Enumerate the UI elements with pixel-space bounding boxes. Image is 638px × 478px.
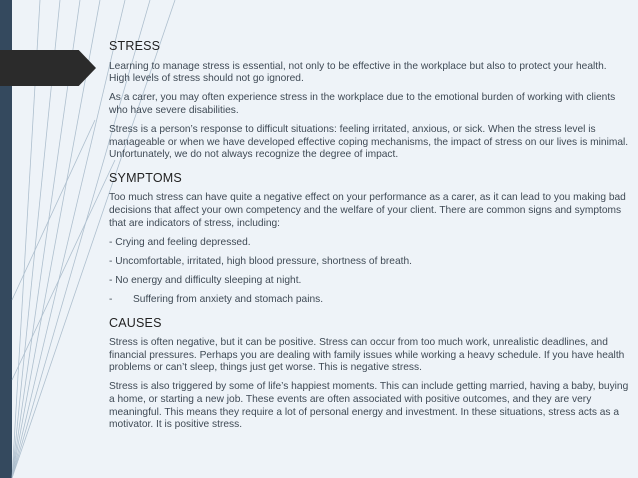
paragraph: Stress is often negative, but it can be positive. Stress can occur from too much work, unrealistic deadlines, and financial pressures. Perhaps you are dealing with family issues while working a heavy schedule. If you have health problems or can’t sleep, things just get worse. This is negative stress. (109, 337, 625, 374)
list-item: - Uncomfortable, irritated, high blood pressure, shortness of breath. (109, 255, 412, 267)
list-item: - No energy and difficulty sleeping at night. (109, 274, 302, 286)
header-arrow-shape (0, 50, 96, 86)
paragraph: Stress is also triggered by some of life’s happiest moments. This can include getting married, having a baby, buying a home, or starting a new job. These events are often associated with positive outcomes, and they are very meaningful. This means they require a lot of personal energy and investment. In these situations, stress acts as a motivator. It is positive stress. (109, 381, 629, 431)
list-item: - Crying and feeling depressed. (109, 236, 251, 248)
heading-causes: CAUSES (109, 315, 162, 330)
heading-stress: STRESS (109, 39, 161, 53)
paragraph: As a carer, you may often experience stress in the workplace due to the emotional burden of working with clients who have severe disabilities. (109, 92, 616, 116)
heading-symptoms: SYMPTOMS (109, 170, 182, 185)
list-item-text: Suffering from anxiety and stomach pains. (133, 293, 324, 305)
paragraph: Stress is a person’s response to difficult situations: feeling irritated, anxious, or sick. When the stress level is manageable or when we have developed effective coping mechanisms, the impact of stress on our lives is minimal. Unfortunately, we do not always recognize the degree of impact. (109, 123, 629, 161)
list-dash: - (109, 293, 113, 305)
document-body (109, 40, 629, 438)
paragraph: Too much stress can have quite a negative effect on your performance as a carer, as it can lead to you making bad decisions that affect your own competency and the welfare of your client. There are common signs and symptoms that are indicators of stress, including: (109, 192, 626, 229)
paragraph: Learning to manage stress is essential, not only to be effective in the workplace but also to protect your health. High levels of stress should not go ignored. (109, 60, 607, 85)
list-item (109, 294, 629, 307)
